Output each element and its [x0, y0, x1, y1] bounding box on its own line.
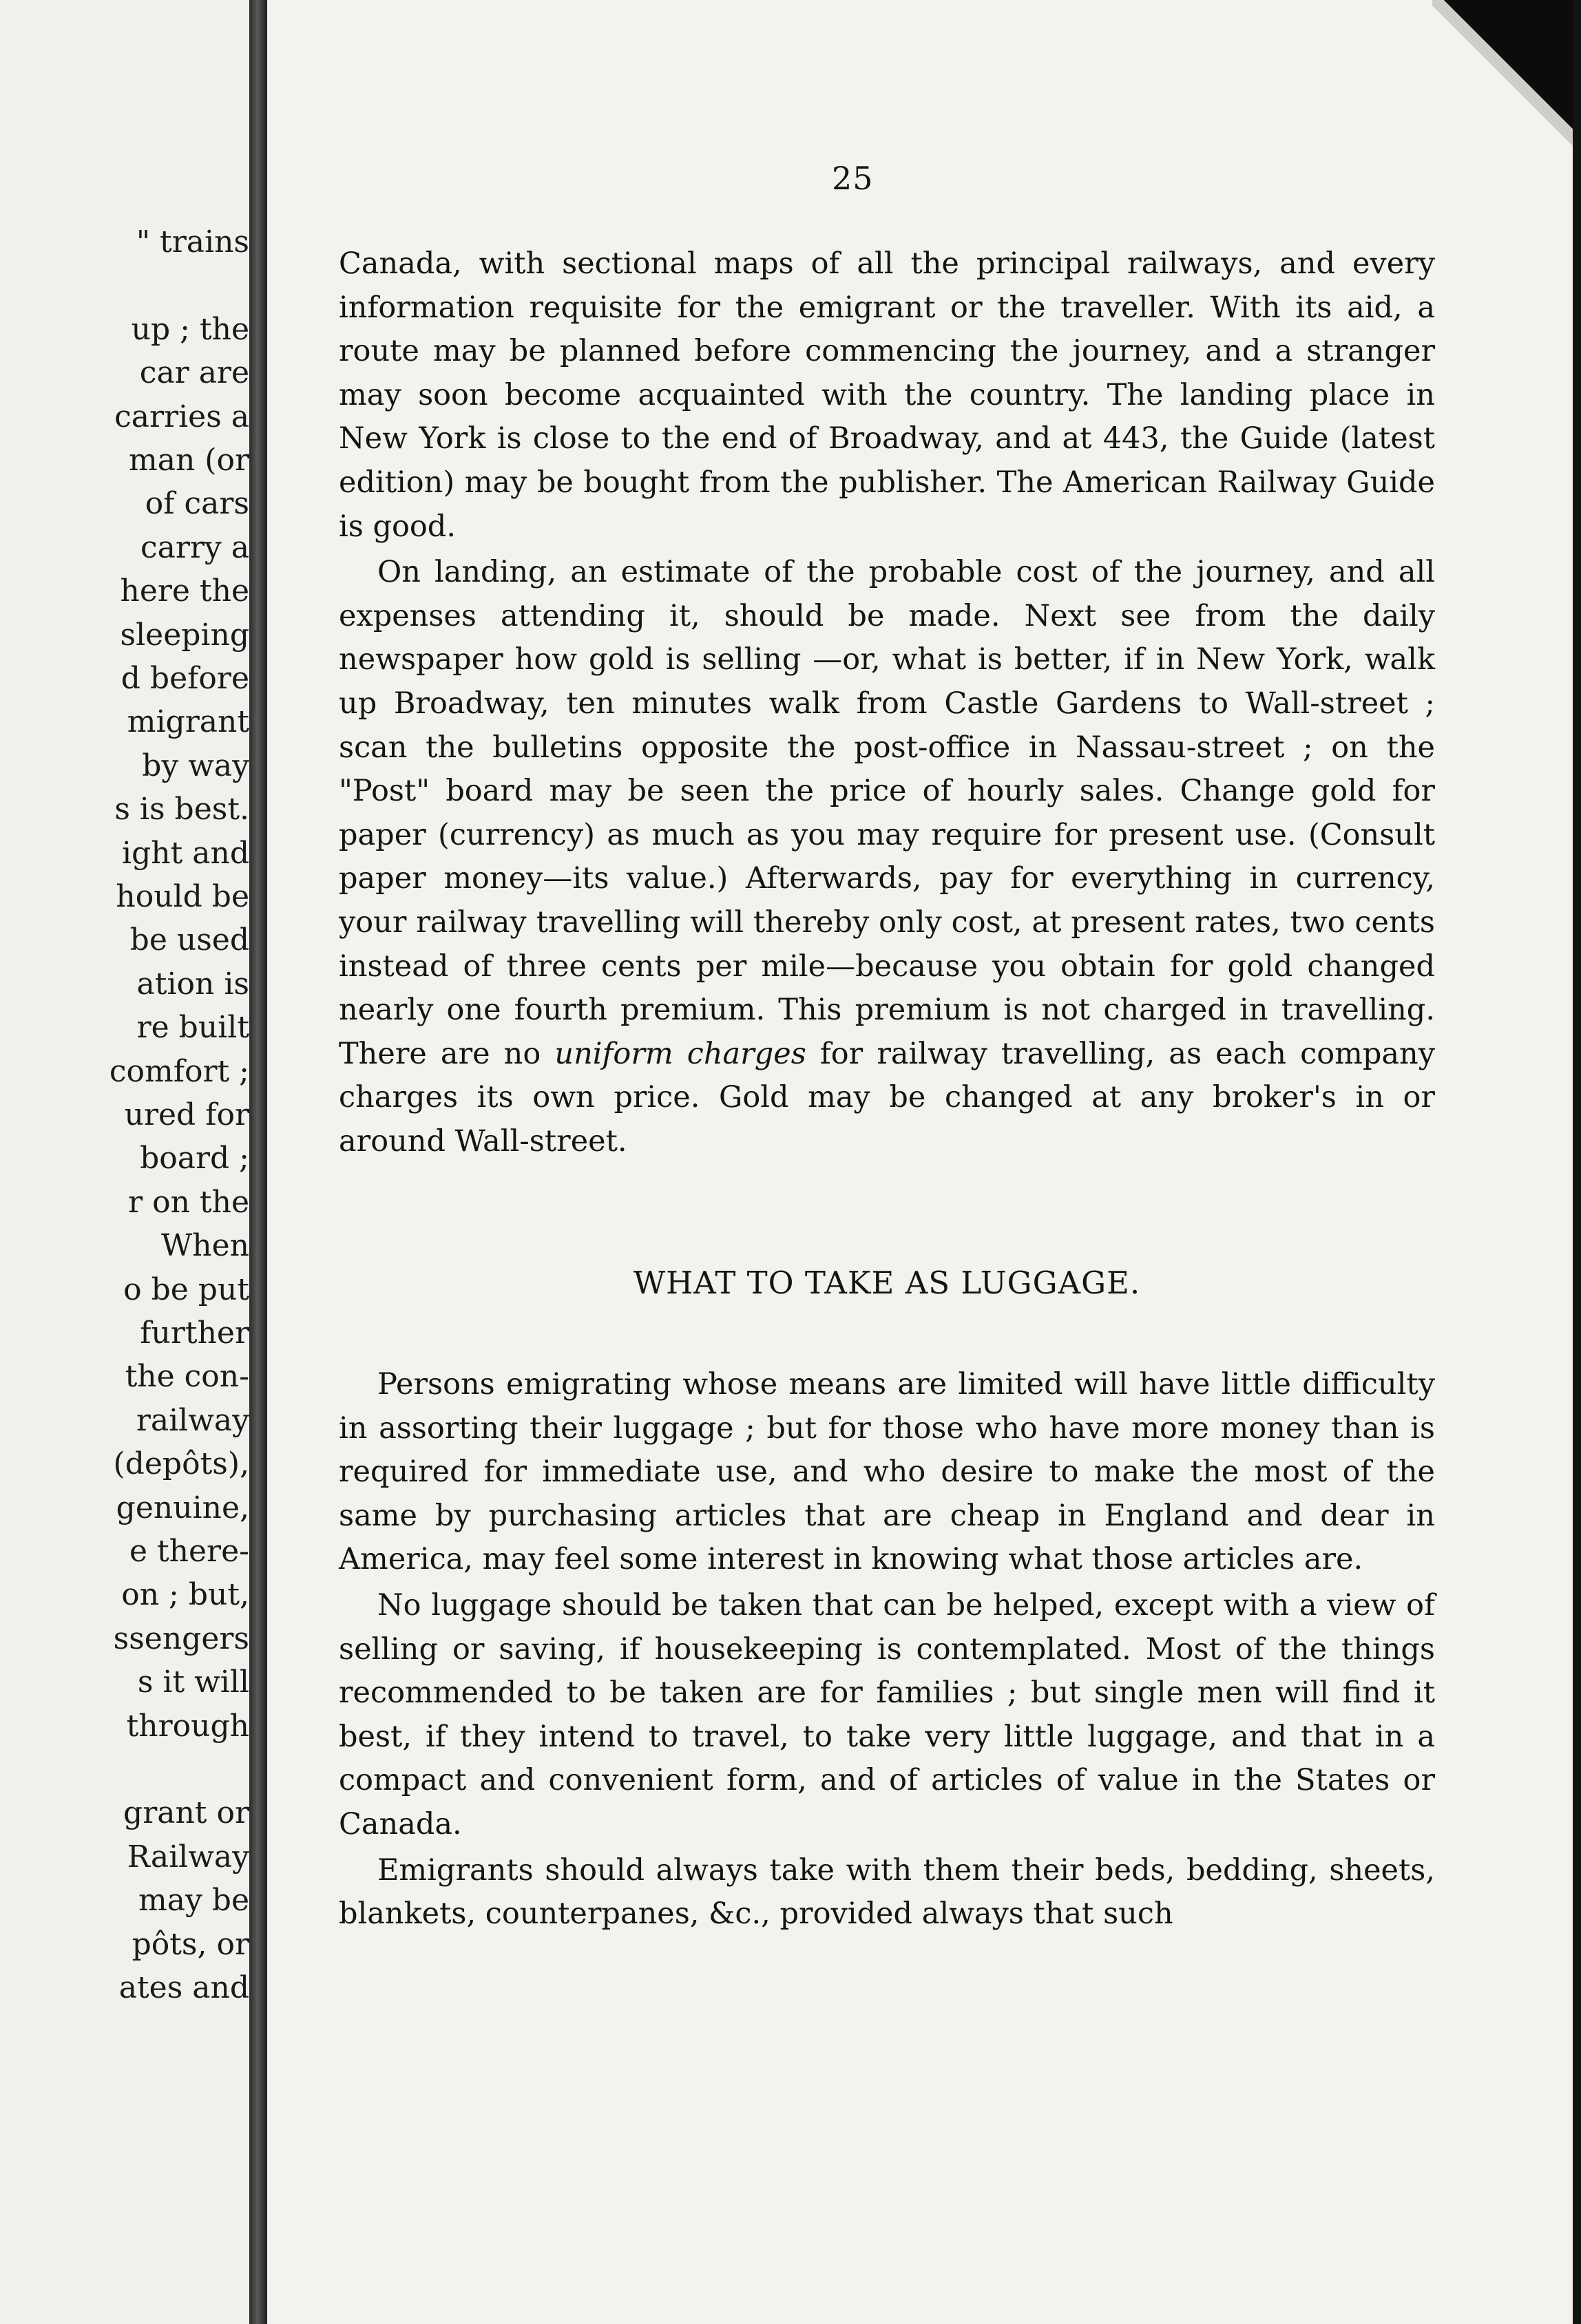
left-page-line: ates and	[118, 1970, 249, 2005]
paragraph-5: Emigrants should always take with them their beds, bedding, sheets, blankets, counterpanes, &c., provided always that such	[339, 1852, 1435, 1932]
left-page-line: When	[161, 1228, 249, 1264]
left-page-line: through	[126, 1708, 249, 1744]
left-page-line: genuine,	[116, 1490, 249, 1525]
paragraph-2-end: for railway travelling, as each company charges its own price. Gold may be changed at any broker's in or around Wall-street.	[339, 1036, 1435, 1159]
left-page-line: by way	[142, 748, 249, 783]
left-page-line: pôts, or	[132, 1926, 249, 1962]
left-page-line: may be	[138, 1883, 249, 1919]
left-page-line: here the	[120, 573, 249, 609]
left-page-line: s is best.	[114, 792, 249, 827]
left-page-line: o be put	[123, 1271, 249, 1307]
left-page-line: ight and	[122, 835, 249, 871]
left-page-line: of cars	[145, 486, 249, 522]
left-page-line: comfort ;	[109, 1053, 249, 1089]
left-page-line: " trains	[136, 224, 249, 260]
left-page-line: d before	[121, 661, 249, 696]
left-page-line: ation is	[136, 966, 249, 1002]
left-page-line: car are	[139, 355, 249, 391]
left-page-line: man (or	[129, 443, 249, 478]
left-page-line: sleeping	[120, 617, 249, 653]
left-page-line: r on the	[128, 1184, 249, 1220]
left-page-line: up ; the	[131, 311, 249, 347]
left-page-line: carry a	[140, 529, 249, 565]
left-page-line: migrant	[127, 704, 249, 740]
left-page-line: grant or	[123, 1795, 249, 1831]
page-edge	[1573, 0, 1581, 2324]
italic-phrase: uniform charges	[554, 1036, 806, 1071]
left-page-line: on ; but,	[121, 1577, 249, 1613]
left-page-line: re built	[136, 1010, 249, 1046]
section-heading: WHAT TO TAKE AS LUGGAGE.	[633, 1265, 1141, 1302]
page-body	[339, 242, 1435, 1939]
left-page-line: (depôts),	[113, 1446, 249, 1482]
left-page-line: e there-	[129, 1534, 249, 1569]
paragraph-1: Canada, with sectional maps of all the principal railways, and every information requisite for the emigrant or the traveller. With its aid, a route may be planned before commencing the journey, and a stranger may soon become acquainted with the country. The landing place in New York is close to the end of Broadway, and at 443, the Guide (latest edition) may be bought from the publisher. The American Railway Guide is good.	[339, 246, 1435, 544]
left-page-line: s it will	[137, 1665, 249, 1700]
left-page-line: be used	[129, 922, 249, 958]
left-page-line: the con-	[125, 1359, 249, 1395]
previous-page-fragment	[0, 0, 249, 2324]
left-page-line: further	[140, 1316, 249, 1351]
left-page-line: railway	[136, 1402, 249, 1438]
binding-gutter	[249, 0, 267, 2324]
torn-corner	[1432, 0, 1577, 145]
paragraph-2-text: On landing, an estimate of the probable cost of the journey, and all expenses attending it, should be made. Next see from the daily newspaper how gold is selling —or, what is better, if in New York, walk up Broadway, ten minutes walk from Castle Gardens to Wall-street ; scan the bulletins opposite the post-office in Nassau-street ; on the "Post" board may be seen the price of hourly sales. Change gold for paper (currency) as much as you may require for present use. (Consult paper money—its value.) Afterwards, pay for everything in currency, your railway travelling will thereby only cost, at present rates, two cents instead of three cents per mile—because you obtain for gold changed nearly one fourth premium. This premium is not charged in travelling. There are no	[339, 555, 1435, 1071]
left-page-line: ured for	[124, 1097, 249, 1132]
book-page	[267, 0, 1577, 2324]
left-page-line: carries a	[114, 399, 249, 434]
left-page-line: ssengers	[113, 1620, 249, 1656]
paragraph-4: No luggage should be taken that can be helped, except with a view of selling or saving, if housekeeping is contemplated. Most of the things recommended to be taken are for families ; but single men will find it best, if they intend to travel, to take very little luggage, and that in a compact and convenient form, and of articles of value in the States or Canada.	[339, 1588, 1435, 1841]
left-page-line: hould be	[116, 879, 249, 914]
left-page-line: board ;	[140, 1141, 249, 1176]
left-page-line: Railway	[127, 1839, 249, 1874]
paragraph-3: Persons emigrating whose means are limited will have little difficulty in assorting their luggage ; but for those who have more money than is required for immediate use, and who desire to make the most of the same by purchasing articles that are cheap in England and dear in America, may feel some interest in knowing what those articles are.	[339, 1367, 1435, 1577]
page-number: 25	[832, 160, 874, 197]
paragraph-2	[339, 551, 1435, 1163]
